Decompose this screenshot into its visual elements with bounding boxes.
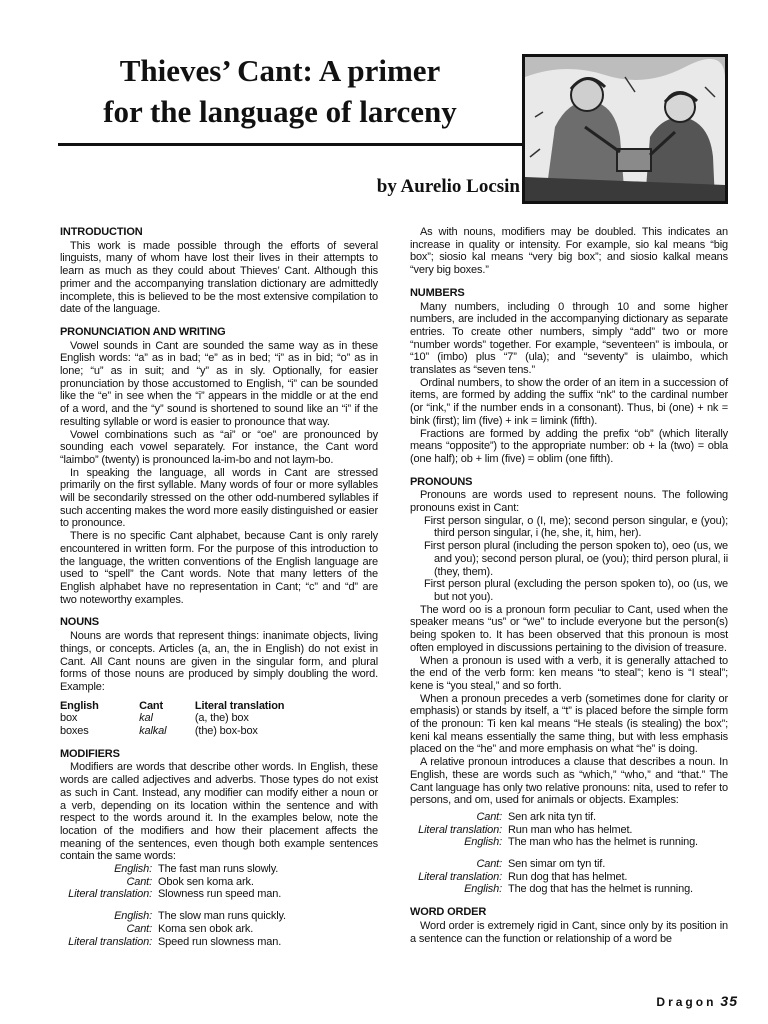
example-text: The fast man runs slowly. — [158, 863, 279, 876]
illustration-drawing — [525, 57, 725, 201]
example-text: The slow man runs quickly. — [158, 910, 286, 923]
page-number: 35 — [720, 993, 738, 1009]
pronunciation-paragraph-1: Vowel sounds in Cant are sounded the same way as in these English words: “a” as in bad; “e” as in bed; “i” as in bid; “o” as in lone; “u” as in suit; and “y” as in sly. Optionally, for easier pronunciation by those accustomed to English, “i” can be sounded like the “e” in see when the “i” appears in the middle or at the end of a word, and the “y” sound is shortened to sound like an “i” if the resulting syllable or word is easier to pronounce that way. — [60, 339, 378, 428]
table-header-cant: Cant — [139, 699, 164, 712]
example-text: Run man who has helmet. — [508, 823, 633, 836]
pronoun-list-item: First person plural (including the person spoken to), oeo (us, we and you); second person plural, oe (you); third person plural, ii (they, them). — [424, 540, 728, 578]
example-label: Cant: — [126, 922, 152, 935]
table-row — [60, 712, 378, 725]
modifier-example-1 — [60, 863, 378, 901]
example-row — [60, 863, 378, 876]
pronoun-list-item: First person plural (excluding the person spoken to), oo (us, we but not you). — [424, 578, 728, 603]
example-row — [410, 871, 728, 884]
modifiers-heading: MODIFIERS — [60, 747, 120, 760]
example-label: Literal translation: — [68, 935, 152, 948]
table-header-literal: Literal translation — [194, 699, 285, 712]
numbers-paragraph-3: Fractions are formed by adding the prefix “ob” (which literally means “opposite”) to the appropriate number: ob + la (two) = obla (one half); ob + lim (five) = oblim (one fifth). — [410, 427, 728, 465]
word-order-paragraph: Word order is extremely rigid in Cant, since only by its position in a sentence can the function or relationship of a word be — [410, 919, 728, 945]
example-row — [410, 858, 728, 871]
pronouns-paragraph-2: The word oo is a pronoun form peculiar to Cant, used when the speaker means “us” or “we” to include everyone but the person(s) being spoken to. It has been observed that this pronoun is most often employed in discussions pertaining to the division of treasure. — [410, 603, 728, 654]
modifier-example-2 — [60, 910, 378, 948]
example-text: The man who has the helmet is running. — [508, 836, 698, 849]
example-text: Sen simar om tyn tif. — [508, 858, 606, 871]
byline: by Aurelio Locsin — [376, 176, 520, 197]
pronunciation-heading: PRONUNCIATION AND WRITING — [60, 325, 226, 338]
table-header-english: English — [60, 699, 99, 712]
example-text: Koma sen obok ark. — [158, 922, 254, 935]
thieves-illustration — [522, 54, 728, 204]
pronouns-paragraph-3: When a pronoun is used with a verb, it is generally attached to the end of the verb form: ken means “to steal”; keno is “I steal”; kene is “you steal,” and so forth. — [410, 654, 728, 692]
pronunciation-paragraph-3: In speaking the language, all words in Cant are stressed primarily on the first syllable. Many words of four or more syllables will be secondarily stressed on the other odd-numbered syllables if such accenting makes the word more easily distinguished or easier to pronounce. — [60, 466, 378, 530]
title-rule — [58, 143, 523, 146]
example-text: Speed run slowness man. — [158, 935, 282, 948]
nouns-paragraph: Nouns are words that represent things: inanimate objects, living things, or concepts. Articles (a, an, the in English) do not exist in Cant. All Cant nouns are given in the singular form, and plural forms of those nouns are produced by simply doubling the word. Example: — [60, 630, 378, 693]
example-label: English: — [114, 910, 152, 923]
example-label: Literal translation: — [68, 888, 152, 901]
article-title — [50, 50, 510, 132]
pronoun-example-1 — [410, 811, 728, 849]
pronunciation-paragraph-2: Vowel combinations such as “ai” or “oe” are pronounced by sounding each vowel separately. For instance, the Cant word “laimbo” (twenty) is pronounced la-im-bo and not laym-bo. — [60, 428, 378, 466]
pronouns-heading: PRONOUNS — [410, 475, 473, 488]
example-text: The dog that has the helmet is running. — [508, 883, 693, 896]
example-label: Literal translation: — [418, 823, 502, 836]
left-column — [60, 226, 378, 948]
example-text: Obok sen koma ark. — [158, 875, 254, 888]
modifiers-paragraph: Modifiers are words that describe other words. In English, these words are called adjectives and adverbs. Those types do not exist as such in Cant. Instead, any modifier can modify either a noun or a verb, depending on its location within the sentence and with respect to the words around it. In the examples below, note the location of the modifiers and how their placement affects the meaning of the sentences, even though both example sentences contain the same words: — [60, 761, 378, 863]
numbers-paragraph-1: Many numbers, including 0 through 10 and some higher numbers, are included in the accompanying dictionary as separate entries. To create other numbers, simply “add” two or more “number words” together. For example, “seventeen” is imboula, or “10” (imbo) plus “7” (ula); and “seventy” is ulaimbo, which translates as “seven tens.” — [410, 300, 728, 377]
example-row — [410, 836, 728, 849]
table-cell: (a, the) box — [194, 712, 249, 725]
table-cell: kal — [139, 712, 153, 725]
modifiers-doubling-paragraph: As with nouns, modifiers may be doubled. This indicates an increase in quality or intensity. For example, sio kal means “big box”; siosio kal means “very big box”; and siosio kalkal means “very big boxes.” — [410, 226, 728, 277]
word-order-heading: WORD ORDER — [410, 906, 487, 919]
pronoun-list-item: First person singular, o (I, me); second person singular, e (you); third person singular, i (he, she, it, him, her). — [424, 514, 728, 540]
example-row — [410, 883, 728, 896]
noun-example-table — [60, 700, 378, 738]
table-cell: box — [60, 712, 78, 725]
example-label: Cant: — [126, 875, 152, 888]
pronunciation-paragraph-4: There is no specific Cant alphabet, because Cant is only rarely encountered in written form. For the purpose of this introduction to the language, the written conventions of the English language are used to “spell” the Cant words. Note that many letters of the English alphabet have no representation in Cant; “c” and “d” are two noteworthy examples. — [60, 530, 378, 606]
example-label: English: — [464, 883, 502, 896]
example-text: Sen ark nita tyn tif. — [508, 810, 596, 823]
example-row — [410, 824, 728, 837]
title-line-2: for the language of larceny — [103, 94, 457, 129]
pronouns-paragraph-5: A relative pronoun introduces a clause that describes a noun. In English, these are words such as “which,” “who,” and “that.” The Cant language has only two relative pronouns: nita, used to refer to persons, and om, used for animals or objects. Examples: — [410, 756, 728, 807]
nouns-heading: NOUNS — [60, 616, 99, 629]
table-row — [60, 725, 378, 738]
example-label: English: — [464, 836, 502, 849]
table-cell: kalkal — [139, 725, 167, 738]
example-text: Run dog that has helmet. — [508, 870, 628, 883]
page-footer — [656, 993, 738, 1009]
example-label: English: — [114, 863, 152, 876]
example-label: Cant: — [476, 810, 502, 823]
example-row — [60, 876, 378, 889]
numbers-paragraph-2: Ordinal numbers, to show the order of an item in a succession of items, are formed by adding the suffix “nk” to the cardinal number (or “ink,” if the number ends in a consonant). Thus, bi (one) + nk = bink (first); lim (five) + ink = limink (fifth). — [410, 376, 728, 427]
example-label: Literal translation: — [418, 870, 502, 883]
example-row — [60, 923, 378, 936]
example-row — [410, 811, 728, 824]
pronoun-example-2 — [410, 858, 728, 896]
table-cell: boxes — [60, 725, 89, 738]
intro-heading: INTRODUCTION — [60, 226, 143, 238]
pronouns-paragraph-1: Pronouns are words used to represent nouns. The following pronouns exist in Cant: — [410, 489, 728, 515]
example-row — [60, 936, 378, 949]
example-row — [60, 910, 378, 923]
magazine-name: Dragon — [656, 995, 717, 1009]
intro-paragraph: This work is made possible through the efforts of several linguists, many of whom have lost their lives in their attempts to learn as much as they could about Thieves’ Cant. Although this primer and the accompanying translation dictionary are admittedly incomplete, this is believed to be the most extensive compilation to date of the language. — [60, 239, 378, 316]
example-text: Slowness run speed man. — [158, 888, 282, 901]
table-cell: (the) box-box — [194, 725, 258, 738]
numbers-heading: NUMBERS — [410, 286, 465, 299]
right-column — [410, 226, 728, 945]
example-label: Cant: — [476, 858, 502, 871]
pronouns-paragraph-4: When a pronoun precedes a verb (sometimes done for clarity or emphasis) or stands by itself, a “t” is placed before the simple form of the pronoun: Ti ken kal means “He steals (is stealing) the box”; keni kal means essentially the same thing, but with less emphasis placed on the “he” and more emphasis on what “he” is doing. — [410, 692, 728, 756]
title-line-1: Thieves’ Cant: A primer — [119, 53, 441, 88]
example-row — [60, 888, 378, 901]
